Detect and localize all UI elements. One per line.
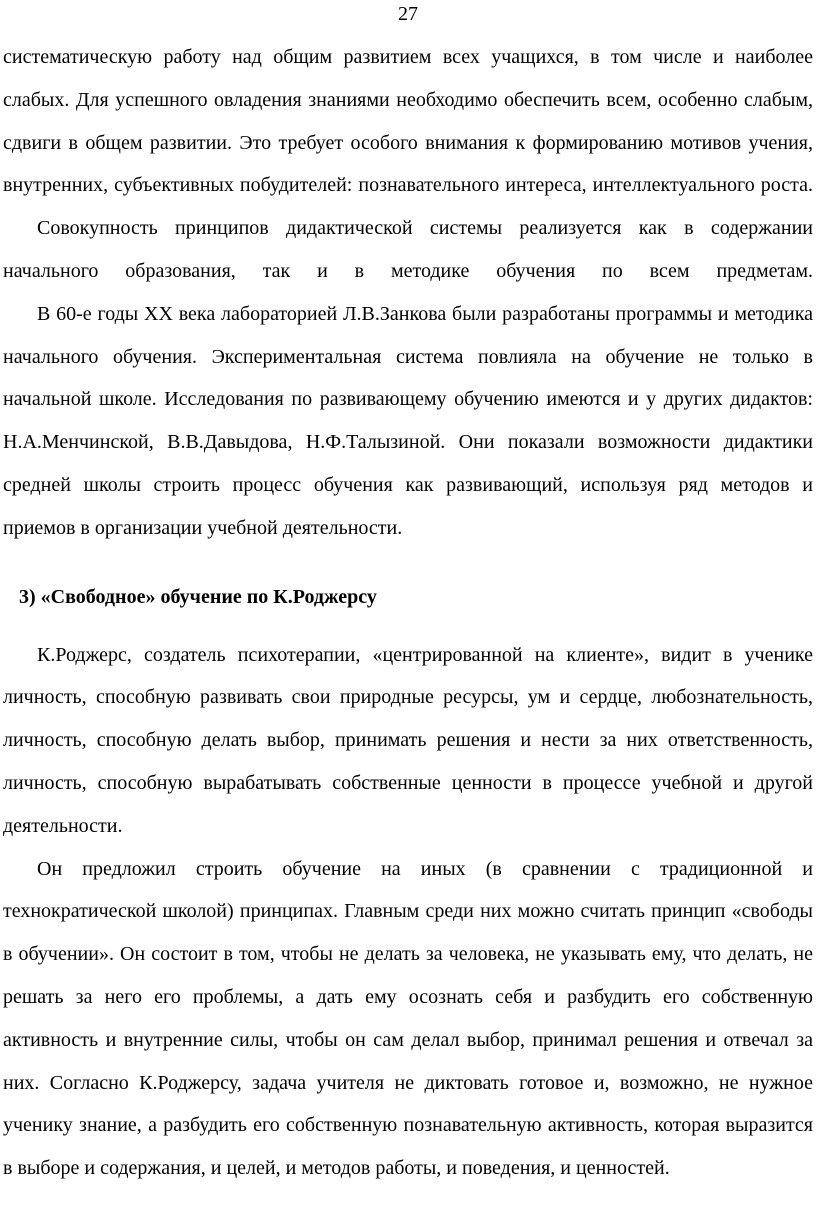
paragraph-5: Он предложил строить обучение на иных (в сравнении с традиционной и технократической школой) принципах. Главным среди них можно считать принцип «свободы в обучении». Он состоит в том, чтобы не делать за человека, не указывать ему, что делать, не решать за него его проблемы, а дать ему осознать себя и разбудить его собственную активность и внутренние силы, чтобы он сам делал выбор, принимал решения и отвечал за них. Согласно К.Роджерсу, задача учителя не диктовать готовое и, возможно, не нужное ученику знание, а разбудить его собственную познавательную активность, которая выразится в выборе и содержания, и целей, и методов работы, и поведения, и ценностей. <box>3 857 813 1180</box>
section-heading: 3) «Свободное» обучение по К.Роджерсу <box>19 585 377 608</box>
page-number: 27 <box>398 3 418 25</box>
paragraph-1: систематическую работу над общим развитием всех учащихся, в том числе и наиболее слабых. Для успешного овладения знаниями необходимо обеспечить всем, особенно слабым, сдвиги в общем развитии. Это требует особого внимания к формированию мотивов учения, внутренних, субъективных побудителей: познавательного интереса, интеллектуального роста. <box>3 46 813 197</box>
document-body <box>3 36 813 1190</box>
paragraph-2: Совокупность принципов дидактической системы реализуется как в содержании начального образования, так и в методике обучения по всем предметам. <box>3 217 813 282</box>
paragraph-3: В 60-е годы XX века лабораторией Л.В.Занкова были разработаны программы и методика начального обучения. Экспериментальная система повлияла на обучение не только в начальной школе. Исследования по развивающему обучению имеются и у других дидактов: Н.А.Менчинской, В.В.Давыдова, Н.Ф.Талызиной. Они показали возможности дидактики средней школы строить процесс обучения как развивающий, используя ряд методов и приемов в организации учебной деятельности. <box>3 302 813 539</box>
paragraph-4: К.Роджерс, создатель психотерапии, «центрированной на клиенте», видит в ученике личность, способную развивать свои природные ресурсы, ум и сердце, любознательность, личность, способную делать выбор, принимать решения и нести за них ответственность, личность, способную вырабатывать собственные ценности в процессе учебной и другой деятельности. <box>3 643 813 837</box>
